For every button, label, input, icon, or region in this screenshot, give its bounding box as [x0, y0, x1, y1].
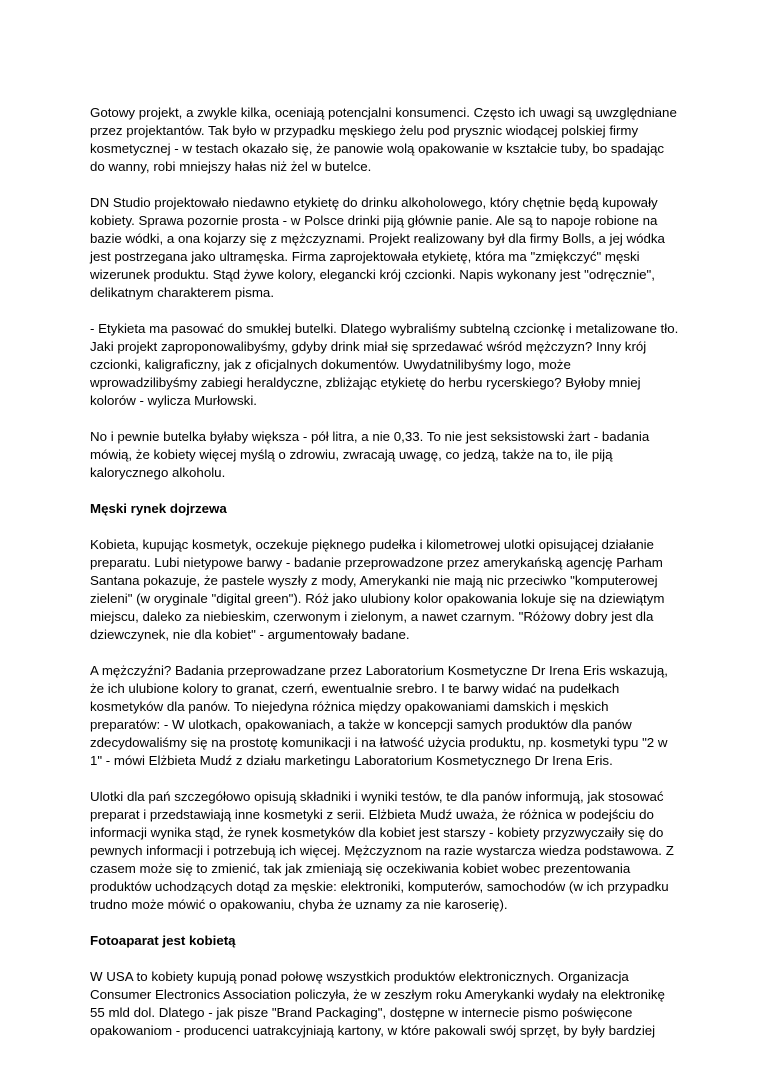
paragraph-leaflets: Ulotki dla pań szczegółowo opisują składniki i wyniki testów, te dla panów informują, jak stosować preparat i przedstawiają inne kosmetyki z serii. Elżbieta Mudź uważa, że różnica w podejściu do informacji wynika stąd, że rynek kosmetyków dla kobiet jest starszy - kobiety przyzwyczaiły się do pewnych informacji i potrzebują ich więcej. Mężczyznom na razie wystarcza wiedza podstawowa. Z czasem może się to zmienić, tak jak zmieniają się oczekiwania kobiet wobec prezentowania produktów uchodzących dotąd za męskie: elektroniki, komputerów, samochodów (w ich przypadku trudno może mówić o opakowaniu, chyba że uznamy za nie karoserię).	[90, 789, 674, 912]
paragraph-consumer-testing: Gotowy projekt, a zwykle kilka, oceniają potencjalni konsumenci. Często ich uwagi są uwzględniane przez projektantów. Tak było w przypadku męskiego żelu pod prysznic wiodącej polskiej firmy kosmetycznej - w testach okazało się, że panowie wolą opakowanie w kształcie tuby, bo spadając do wanny, robi mniejszy hałas niż żel w butelce.	[90, 105, 677, 174]
section-heading-male-market: Męski rynek dojrzewa	[90, 501, 227, 516]
paragraph-women-cosmetics: Kobieta, kupując kosmetyk, oczekuje pięknego pudełka i kilometrowej ulotki opisującej działanie preparatu. Lubi nietypowe barwy - badanie przeprowadzone przez amerykańską agencję Parham Santana pokazuje, że pastele wyszły z mody, Amerykanki nie mają nic przeciwko "komputerowej zieleni" (w oryginale "digital green"). Róż jako ulubiony kolor opakowania lokuje się na dziewiątym miejscu, daleko za niebieskim, czerwonym i zielonym, a nawet czarnym. "Różowy dobry jest dla dziewczynek, nie dla kobiet" - argumentowały badane.	[90, 537, 665, 642]
section-heading-camera: Fotoaparat jest kobietą	[90, 933, 236, 948]
paragraph-usa-electronics: W USA to kobiety kupują ponad połowę wszystkich produktów elektronicznych. Organizacja Consumer Electronics Association policzyła, że w zeszłym roku Amerykanki wydały na elektronikę 55 mld dol. Dlatego - jak pisze "Brand Packaging", dostępne w internecie pismo poświęcone opakowaniom - producenci uatrakcyjniają kartony, w które pakowali swój sprzęt, by były bardziej	[90, 969, 665, 1038]
document-page	[90, 104, 680, 1058]
paragraph-men-colors: A mężczyźni? Badania przeprowadzane przez Laboratorium Kosmetyczne Dr Irena Eris wskazują, że ich ulubione kolory to granat, czerń, ewentualnie srebro. I te barwy widać na pudełkach kosmetyków dla panów. To niejedyna różnica między opakowaniami damskich i męskich preparatów: - W ulotkach, opakowaniach, a także w koncepcji samych produktów dla panów zdecydowaliśmy się na prostotę komunikacji i na łatwość użycia produktu, np. kosmetyki typu "2 w 1" - mówi Elżbieta Mudź z działu marketingu Laboratorium Kosmetycznego Dr Irena Eris.	[90, 663, 668, 768]
paragraph-dn-studio-label: DN Studio projektowało niedawno etykietę do drinku alkoholowego, który chętnie będą kupowały kobiety. Sprawa pozornie prosta - w Polsce drinki piją głównie panie. Ale są to napoje robione na bazie wódki, a ona kojarzy się z mężczyznami. Projekt realizowany był dla firmy Bolls, a jej wódka jest postrzegana jako ultramęska. Firma zaprojektowała etykietę, która ma "zmiękczyć" męski wizerunek produktu. Stąd żywe kolory, elegancki krój czcionki. Napis wykonany jest "odręcznie", delikatnym charakterem pisma.	[90, 195, 665, 300]
paragraph-label-design-quote: - Etykieta ma pasować do smukłej butelki. Dlatego wybraliśmy subtelną czcionkę i metalizowane tło. Jaki projekt zaproponowalibyśmy, gdyby drink miał się sprzedawać wśród mężczyzn? Inny krój czcionki, kaligraficzny, jak z oficjalnych dokumentów. Uwydatnilibyśmy logo, może wprowadzilibyśmy zabiegi heraldyczne, zbliżając etykietę do herbu rycerskiego? Byłoby mniej kolorów - wylicza Murłowski.	[90, 321, 679, 408]
paragraph-bottle-size: No i pewnie butelka byłaby większa - pół litra, a nie 0,33. To nie jest seksistowski żart - badania mówią, że kobiety więcej myślą o zdrowiu, zwracają uwagę, co jedzą, także na to, ile piją kalorycznego alkoholu.	[90, 429, 650, 480]
